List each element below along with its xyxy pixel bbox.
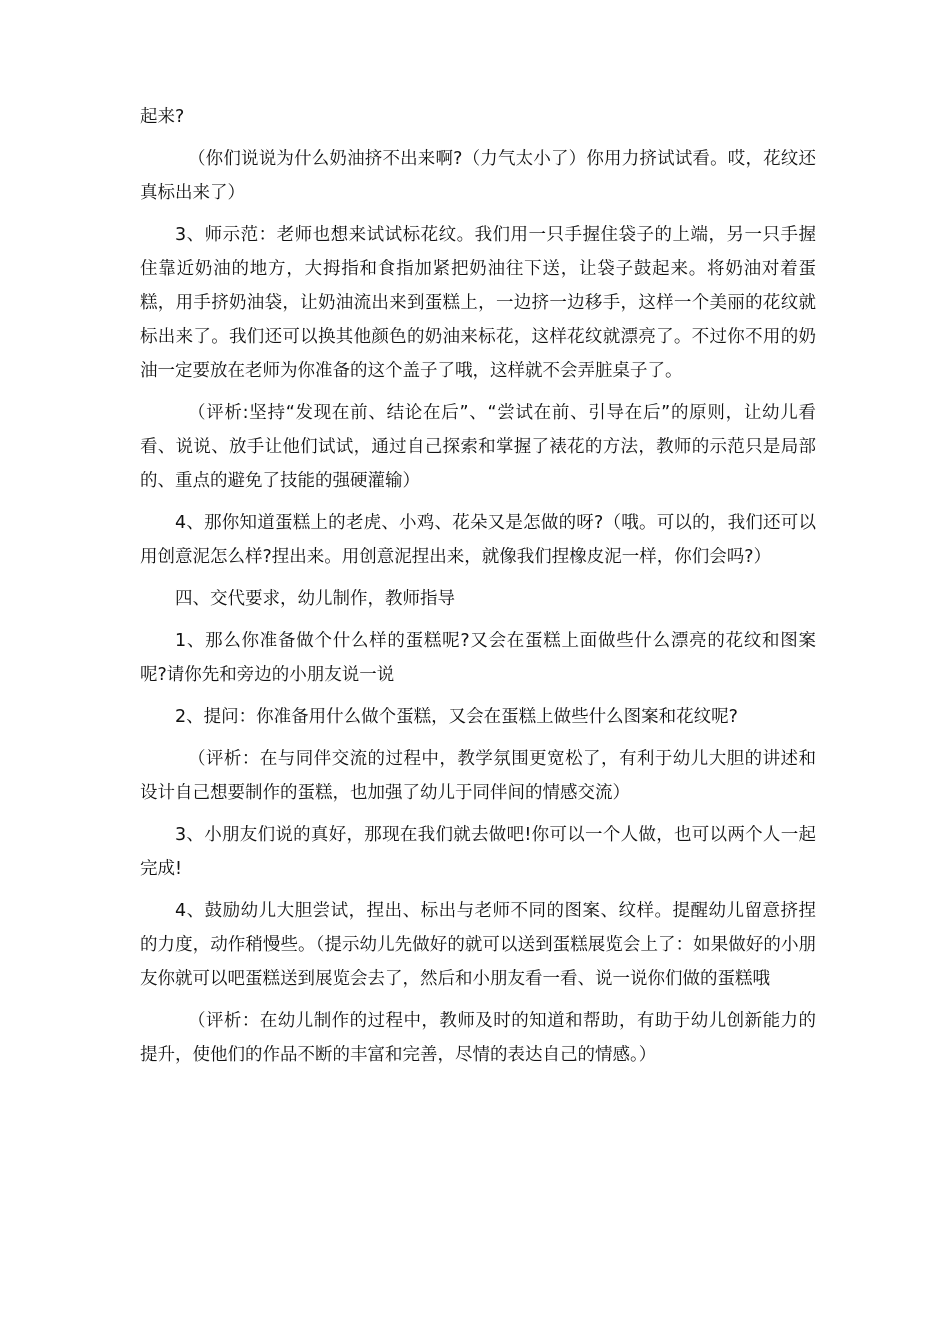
paragraph-step-4: 4、那你知道蛋糕上的老虎、小鸡、花朵又是怎做的呀?（哦。可以的，我们还可以用创意泥怎么样?捏出来。用创意泥捏出来，就像我们捏橡皮泥一样，你们会吗?） (140, 513, 816, 567)
paragraph-commentary: （评析:坚持“发现在前、结论在后”、“尝试在前、引导在后”的原则，让幼儿看看、说说、放手让他们试试，通过自己探索和掌握了裱花的方法，教师的示范只是局部的、重点的避免了技能的强硬灌输） (140, 403, 816, 491)
paragraph-continuation: 起来? (140, 107, 185, 127)
paragraph-item-4: 4、鼓励幼儿大胆尝试，捏出、标出与老师不同的图案、纹样。提醒幼儿留意挤捏的力度，动作稍慢些。（提示幼儿先做好的就可以送到蛋糕展览会上了：如果做好的小朋友你就可以吧蛋糕送到展览会去了，然后和小朋友看一看、说一说你们做的蛋糕哦 (140, 901, 816, 989)
paragraph-commentary: （评析：在幼儿制作的过程中，教师及时的知道和帮助，有助于幼儿创新能力的提升，使他们的作品不断的丰富和完善，尽情的表达自己的情感。） (140, 1011, 816, 1065)
paragraph-item-2: 2、提问：你准备用什么做个蛋糕，又会在蛋糕上做些什么图案和花纹呢? (175, 707, 738, 727)
paragraph-commentary: （评析：在与同伴交流的过程中，教学氛围更宽松了，有利于幼儿大胆的讲述和设计自己想要制作的蛋糕，也加强了幼儿于同伴间的情感交流） (140, 749, 816, 803)
paragraph-item-3: 3、小朋友们说的真好，那现在我们就去做吧!你可以一个人做，也可以两个人一起完成! (140, 825, 816, 879)
paragraph-step-3: 3、师示范：老师也想来试试标花纹。我们用一只手握住袋子的上端，另一只手握住靠近奶油的地方，大拇指和食指加紧把奶油往下送，让袋子鼓起来。将奶油对着蛋糕，用手挤奶油袋，让奶油流出来到蛋糕上，一边挤一边移手，这样一个美丽的花纹就标出来了。我们还可以换其他颜色的奶油来标花，这样花纹就漂亮了。不过你不用的奶油一定要放在老师为你准备的这个盖子了哦，这样就不会弄脏桌子了。 (140, 225, 816, 381)
paragraph-item-1: 1、那么你准备做个什么样的蛋糕呢?又会在蛋糕上面做些什么漂亮的花纹和图案呢?请你先和旁边的小朋友说一说 (140, 631, 816, 685)
paragraph-note: （你们说说为什么奶油挤不出来啊?（力气太小了）你用力挤试试看。哎，花纹还真标出来了） (140, 149, 816, 203)
document-body (140, 100, 816, 1080)
section-heading: 四、交代要求，幼儿制作，教师指导 (175, 589, 455, 609)
